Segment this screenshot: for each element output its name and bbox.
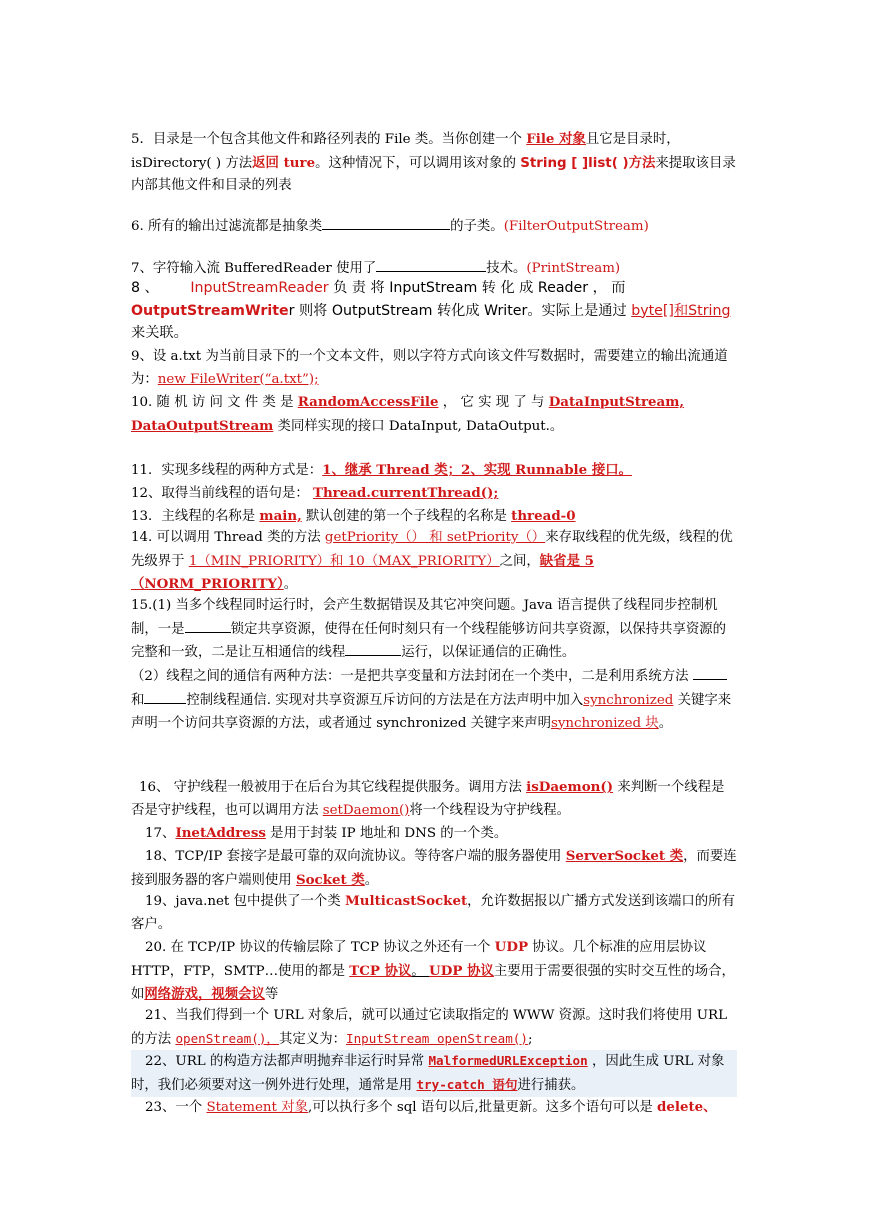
answer: try-catch 语句	[416, 1076, 518, 1092]
answer: MulticastSocket	[344, 893, 468, 909]
question-11	[131, 459, 737, 483]
question-23	[131, 1096, 737, 1120]
question-10	[131, 391, 737, 438]
question-18	[131, 845, 737, 892]
question-6	[131, 215, 737, 239]
text: 锁定共享资源，使得在任何时刻只有一个线程能够访问共享资源，以保持共享资源的完整和一致，二是让互相通信的线程	[131, 621, 727, 661]
answer: 缺省是 5（NORM_PRIORITY）	[131, 552, 594, 593]
fill-blank	[345, 641, 401, 656]
text: 14. 可以调用 Thread 类的方法	[131, 530, 325, 545]
answer: File 对象	[526, 131, 586, 147]
answer: Socket 类	[295, 871, 365, 888]
text: 19、java.net 包中提供了一个类	[145, 894, 345, 909]
answer: thread-0	[511, 508, 576, 524]
text: 之间，	[499, 553, 540, 569]
text: 。	[411, 963, 430, 979]
text: （2）线程之间的通信有两种方法：一是把共享变量和方法封闭在一个类中，二是利用系统方法	[131, 669, 693, 685]
text: 。	[283, 577, 298, 593]
answer: DataInputStream, DataOutputStream	[131, 394, 685, 434]
answer: TCP 协议	[349, 962, 412, 979]
text: 8 、	[131, 280, 159, 296]
fill-blank	[144, 689, 186, 704]
text: r	[288, 302, 295, 319]
text: ，因此生成 URL 对象时，我们必须要对这一例外进行处理，通常是用	[131, 1054, 725, 1093]
answer: Statement 对象	[206, 1100, 308, 1115]
text: 6. 所有的输出过滤流都是抽象类	[131, 219, 323, 234]
text: 来存取线程的优先级，线程的优先级界于	[131, 530, 733, 569]
question-17	[131, 822, 737, 846]
question-19	[131, 890, 737, 936]
answer: isDaemon()	[526, 779, 614, 795]
answer: InputStream openStream()	[345, 1030, 528, 1046]
answer: synchronized	[583, 692, 674, 708]
text: 协议。几个标准的应用层协议 HTTP，FTP，SMTP…使用的都是	[131, 940, 707, 979]
answer: MalformedURLException	[428, 1053, 588, 1068]
text: 来关联。	[131, 325, 188, 342]
answer: UDP 协议	[429, 962, 494, 979]
text: 的子类。	[450, 219, 504, 234]
text: 将一个线程设为守护线程。	[409, 802, 571, 818]
text: 21、当我们得到一个 URL 对象后，就可以通过它读取指定的 WWW 资源。这时我们将使用 URL 的方法	[131, 1008, 728, 1047]
text: 其定义为：	[279, 1031, 346, 1047]
answer: openStream()，	[175, 1030, 280, 1046]
answer: 返回 ture	[252, 154, 316, 171]
answer: 网络游戏，视频会议	[144, 986, 265, 1003]
answer: InputStreamReader	[190, 280, 329, 296]
fill-blank	[376, 257, 486, 272]
text: ，允许数据报以广播方式发送到该端口的所有客户。	[131, 894, 735, 932]
text: 主要用于需要很强的实时交互性的场合，如	[131, 963, 735, 1003]
text: 是用于封装 IP 地址和 DNS 的一个类。	[265, 826, 508, 841]
question-22	[131, 1050, 737, 1097]
text: ， 它 实 现 了 与	[438, 395, 549, 410]
text: 控制线程通信. 实现对共享资源互斥访问的方法是在方法声明中加入	[186, 692, 584, 708]
answer: String [ ]list( )方法	[520, 155, 656, 171]
text: 则将 OutputStream 转化成 Writer。实际上是通过	[294, 302, 632, 319]
text: 12、取得当前线程的语句是：	[131, 486, 313, 501]
text: 。这种情况下，可以调用该对象的	[315, 155, 521, 171]
fill-blank	[185, 618, 231, 633]
question-12	[131, 482, 737, 506]
text: ，而要连接到服务器的客户端则使用	[131, 849, 737, 888]
text: 且它是目录时，isDirectory( ) 方法	[131, 132, 680, 171]
answer: setDaemon()	[322, 802, 410, 818]
question-15	[131, 595, 737, 735]
fill-blank	[322, 215, 450, 230]
text: 来判断一个线程是否是守护线程，也可以调用方法	[131, 780, 725, 818]
text: 11．实现多线程的两种方式是：	[131, 463, 323, 478]
answer: main,	[259, 508, 302, 524]
text: 默认创建的第一个子线程的名称是	[301, 509, 512, 524]
text: 10. 随 机 访 问 文 件 类 是	[131, 395, 298, 410]
question-5	[131, 128, 737, 198]
text: 7、字符输入流 BufferedReader 使用了	[131, 261, 377, 276]
text: 和	[131, 692, 145, 708]
answer: ServerSocket 类	[565, 848, 684, 864]
text: 进行捕获。	[517, 1077, 585, 1093]
text: ;	[527, 1031, 533, 1047]
text: 9、设 a.txt 为当前目录下的一个文本文件，则以字符方式向该文件写数据时，需要建立的输出流通道为：	[131, 349, 728, 387]
answer: RandomAccessFile	[297, 394, 439, 410]
text: 负 责 将 InputStream 转 化 成 Reader ， 而	[328, 280, 626, 296]
question-9	[131, 346, 737, 391]
text: 等	[264, 987, 279, 1003]
text: 。	[658, 715, 673, 731]
question-8	[131, 277, 737, 345]
text: 5．目录是一个包含其他文件和路径列表的 File 类。当你创建一个	[131, 132, 527, 147]
text: 技术。	[486, 261, 527, 276]
answer: (PrintStream)	[526, 261, 621, 276]
answer: new FileWriter(“a.txt”);	[157, 371, 319, 387]
answer: synchronized 块	[551, 715, 659, 731]
answer: Thread.currentThread();	[312, 485, 499, 501]
text: 13．主线程的名称是	[131, 509, 260, 524]
text: 23、一个	[145, 1100, 207, 1115]
answer: InetAddress	[175, 825, 266, 841]
answer: 1、继承 Thread 类；2、实现 Runnable 接口。	[322, 462, 632, 478]
question-16	[131, 776, 737, 822]
question-13	[131, 505, 737, 529]
question-20	[131, 936, 737, 1007]
answer: (FilterOutputStream)	[503, 219, 649, 234]
fill-blank	[693, 665, 727, 680]
text: 15.(1) 当多个线程同时运行时，会产生数据错误及其它冲突问题。Java 语言提供了线程同步控制机制，一是	[131, 598, 718, 637]
text: 20. 在 TCP/IP 协议的传输层除了 TCP 协议之外还有一个	[145, 940, 495, 955]
answer: delete、	[656, 1099, 717, 1115]
answer: UDP	[494, 939, 529, 955]
text: 17、	[145, 826, 176, 841]
text: 18、TCP/IP 套接字是最可靠的双向流协议。等待客户端的服务器使用	[145, 849, 566, 864]
text: 类同样实现的接口 DataInput, DataOutput.。	[273, 418, 564, 434]
answer: 1（MIN_PRIORITY）和 10（MAX_PRIORITY）	[188, 553, 500, 569]
text: 运行，以保证通信的正确性。	[401, 645, 576, 661]
answer: getPriority（） 和 setPriority（）	[324, 530, 546, 545]
text: 22、URL 的构造方法都声明抛弃非运行时异常	[145, 1054, 429, 1069]
text: 关键字来声明一个访问共享资源的方法，或者通过 synchronized 关键字来声明	[131, 692, 732, 731]
text: 16、 守护线程一般被用于在后台为其它线程提供服务。调用方法	[139, 780, 527, 795]
text: ,可以执行多个 sql 语句以后,批量更新。这多个语句可以是	[307, 1100, 657, 1115]
answer: OutputStreamWrite	[131, 302, 289, 319]
text: 。	[364, 872, 379, 888]
answer: byte[]和String	[631, 302, 731, 319]
text: 来提取该目录内部其他文件和目录的列表	[131, 155, 736, 194]
question-14	[131, 527, 737, 597]
question-21	[131, 1005, 737, 1051]
